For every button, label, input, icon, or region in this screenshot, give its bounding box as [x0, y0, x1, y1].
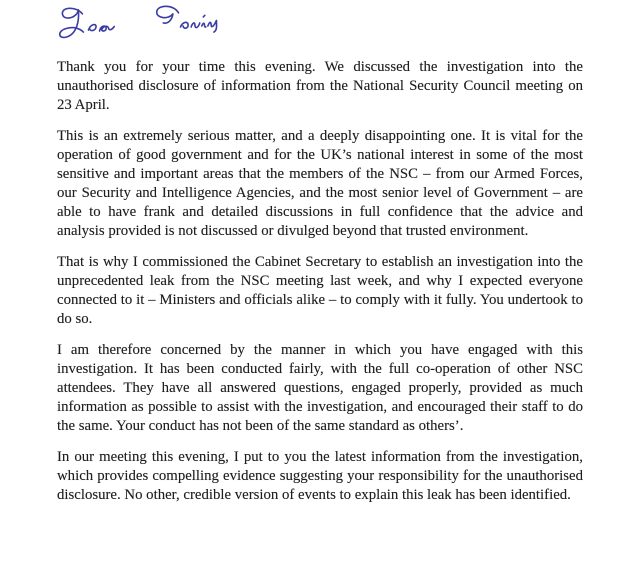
paragraph-4: I am therefore concerned by the manner in which you have engaged with this investigation. It has been conducted fairly, with the full co-operation of other NSC attendees. They have all answered questions, engaged properly, provided as much information as possible to assist with the investigation, and encouraged their staff to do the same. Your conduct has not been of the same standard as others’. [57, 342, 583, 434]
paragraph-3: That is why I commissioned the Cabinet Secretary to establish an investigation into the unprecedented leak from the NSC meeting last week, and why I expected everyone connected to it – Ministers and officials alike – to comply with it fully. You undertook to do so. [57, 254, 583, 327]
handwriting-svg [50, 2, 222, 50]
paragraph-1: Thank you for your time this evening. We discussed the investigation into the unauthorised disclosure of information from the National Security Council meeting on 23 April. [57, 59, 583, 113]
handwriting-ink [60, 6, 217, 37]
paragraph-2: This is an extremely serious matter, and a deeply disappointing one. It is vital for the operation of good government and for the UK’s national interest in some of the most sensitive and important areas that the members of the NSC – from our Armed Forces, our Security and Intelligence Agencies, and the most senior level of Government – are able to have frank and detailed discussions in full confidence that the advice and analysis provided is not discussed or divulged beyond that trusted environment. [57, 128, 583, 239]
handwritten-salutation [50, 2, 222, 50]
paragraph-5: In our meeting this evening, I put to you the latest information from the investigation, which provides compelling evidence suggesting your responsibility for the unauthorised disclosure. No other, credible version of events to explain this leak has been identified. [57, 449, 583, 503]
letter-body [57, 58, 583, 505]
